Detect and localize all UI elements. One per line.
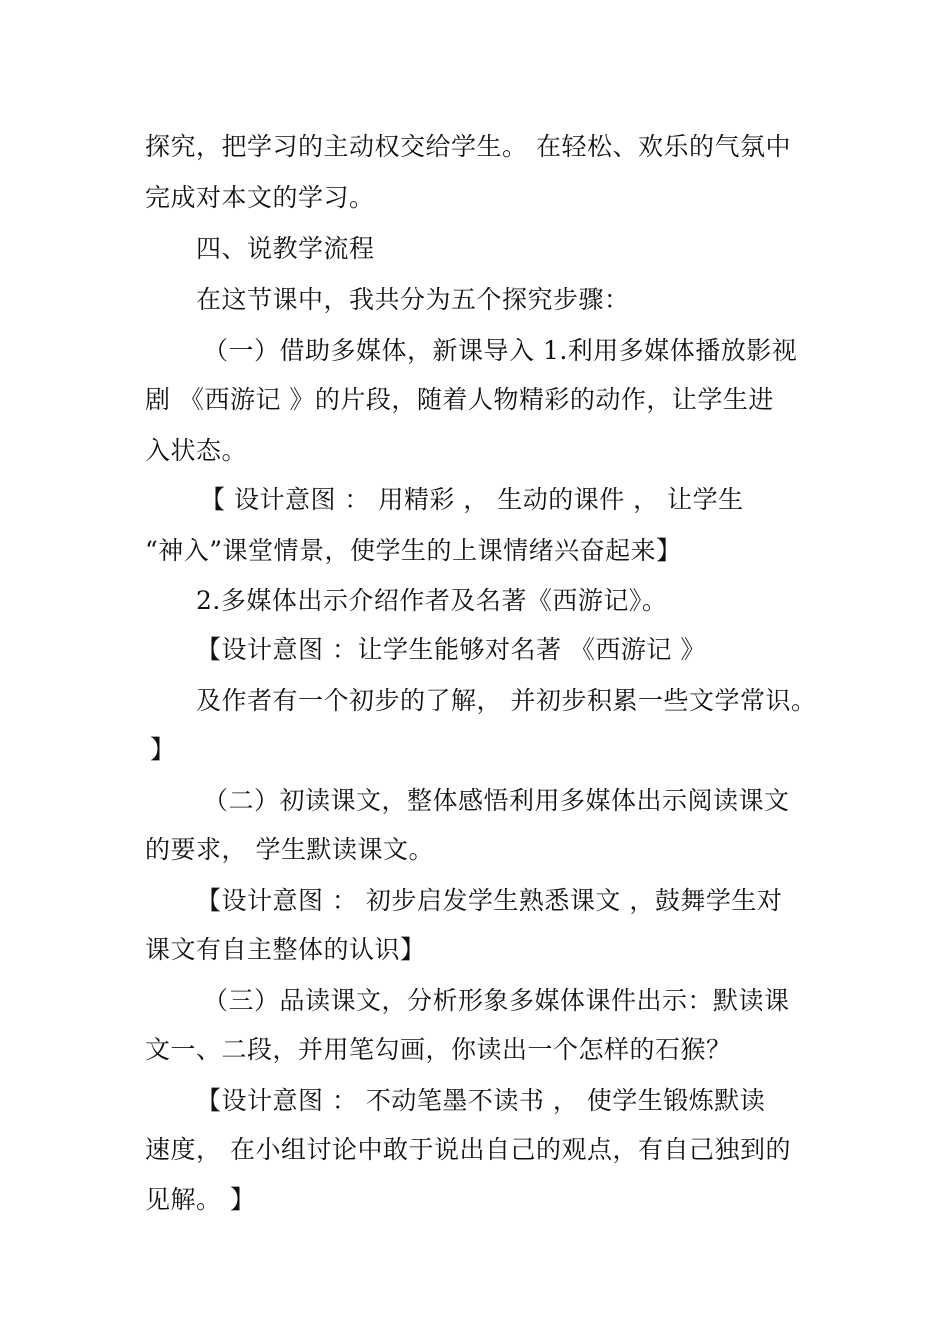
text-line-15: 的要求， 学生默读课文。 xyxy=(145,835,434,864)
text-line-12: 及作者有一个初步的了解， 并初步积累一些文学常识。 xyxy=(196,686,817,715)
text-line-19: 文一、二段，并用笔勾画，你读出一个怎样的石猴？ xyxy=(145,1035,732,1064)
text-line-14: （二）初读课文，整体感悟利用多媒体出示阅读课文 xyxy=(203,786,790,815)
text-line-21: 速度， 在小组讨论中敢于说出自己的观点，有自己独到的 xyxy=(145,1135,791,1164)
text-line-5: （一）借助多媒体，新课导入 1.利用多媒体播放影视 xyxy=(203,336,798,365)
text-line-11: 【设计意图 ：让学生能够对名著 《西游记 》 xyxy=(196,635,706,664)
text-line-20: 【设计意图 ： 不动笔墨不读书 ， 使学生锻炼默读 xyxy=(196,1086,766,1115)
text-line-22: 见解。 】 xyxy=(145,1185,256,1214)
text-line-4: 在这节课中，我共分为五个探究步骤： xyxy=(196,285,630,314)
text-line-9: “神入”课堂情景，使学生的上课情绪兴奋起来】 xyxy=(145,536,682,565)
text-line-16: 【设计意图 ： 初步启发学生熟悉课文 ，鼓舞学生对 xyxy=(196,886,783,915)
text-line-1: 探究，把学习的主动权交给学生。 在轻松、欢乐的气氛中 xyxy=(145,132,791,161)
text-line-13: 】 xyxy=(150,735,176,764)
text-line-18: （三）品读课文，分析形象多媒体课件出示：默读课 xyxy=(203,986,790,1015)
text-line-6: 剧 《西游记 》的片段，随着人物精彩的动作，让学生进 xyxy=(145,385,774,414)
section-heading: 四、说教学流程 xyxy=(196,234,375,263)
text-line-8: 【 设计意图 ： 用精彩 ， 生动的课件 ， 让学生 xyxy=(200,485,744,514)
text-line-10: 2.多媒体出示介绍作者及名著《西游记》。 xyxy=(196,586,668,615)
text-line-17: 课文有自主整体的认识】 xyxy=(145,935,426,964)
text-line-7: 入状态。 xyxy=(145,436,248,465)
text-line-2: 完成对本文的学习。 xyxy=(145,183,375,212)
